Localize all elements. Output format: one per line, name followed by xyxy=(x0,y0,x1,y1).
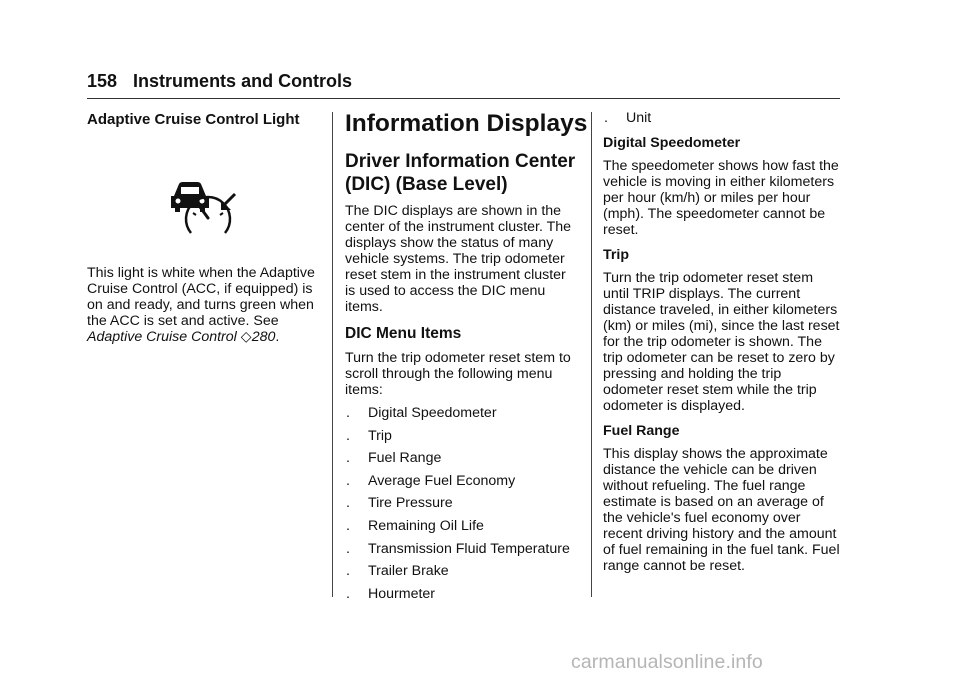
acc-icon-wrap xyxy=(87,130,323,238)
bullet: . xyxy=(346,563,350,580)
header-divider xyxy=(87,98,840,99)
list-item-text: Transmission Fluid Temperature xyxy=(368,540,570,557)
dic-menu-heading: DIC Menu Items xyxy=(345,325,462,342)
xref-link[interactable] xyxy=(87,329,275,345)
fuel-range-heading: Fuel Range xyxy=(603,423,680,439)
list-item-text: Unit xyxy=(626,110,652,126)
dic-base-heading: Driver Information Center (DIC) (Base Level) xyxy=(345,151,576,195)
middle-column xyxy=(345,110,588,608)
fuel-range-text: This display shows the approximate distance the vehicle can be driven without refueling. The fuel range estimate is based on an average of the vehicle's fuel economy over recent driving history and the amount of fuel remaining in the fuel tank. Fuel range cannot be reset. xyxy=(603,446,840,574)
list-item-text: Fuel Range xyxy=(368,450,442,467)
dic-menu-list-continued xyxy=(603,110,840,126)
bullet: . xyxy=(346,495,350,512)
list-item xyxy=(603,110,840,126)
adaptive-cruise-control-icon xyxy=(87,130,323,238)
bullet: . xyxy=(346,427,350,444)
acc-light-heading: Adaptive Cruise Control Light xyxy=(87,111,300,128)
list-item xyxy=(345,495,579,511)
list-item-text: Tire Pressure xyxy=(368,495,453,512)
column-divider-right xyxy=(591,112,592,597)
list-item xyxy=(345,563,579,579)
list-item-text: Remaining Oil Life xyxy=(368,517,484,534)
list-item xyxy=(345,473,579,489)
bullet: . xyxy=(346,450,350,467)
list-item-text: Hourmeter xyxy=(368,585,436,602)
list-item xyxy=(345,541,579,557)
watermark: carmanualsonline.info xyxy=(571,651,763,673)
xref-arrow-icon: ◇ xyxy=(240,329,252,345)
xref-end: . xyxy=(275,329,280,345)
acc-light-body xyxy=(87,265,323,345)
trip-text: Turn the trip odometer reset stem until TRIP displays. The current distance traveled, in either kilometers (km) or miles (mi), since the last reset for the trip odometer is shown. The trip odometer can be reset to zero by pressing and holding the trip odometer reset stem while the trip odometer is displayed. xyxy=(603,270,840,414)
column-divider-left xyxy=(332,112,333,597)
dic-menu-list xyxy=(345,405,579,602)
page-number: 158 xyxy=(87,71,118,91)
list-item xyxy=(345,428,579,444)
bullet: . xyxy=(346,405,350,421)
bullet: . xyxy=(346,472,350,489)
bullet: . xyxy=(346,585,350,602)
list-item-text: Digital Speedometer xyxy=(368,405,497,421)
dic-intro: The DIC displays are shown in the center of the instrument cluster. The displays show the status of many vehicle systems. The trip odometer reset stem in the instrument cluster is used to access the DIC menu items. xyxy=(345,203,572,315)
list-item xyxy=(345,450,579,466)
list-item-text: Trailer Brake xyxy=(368,563,449,580)
acc-body-text: This light is white when the Adaptive Cruise Control (ACC, if equipped) is on and ready, and turns green when the ACC is set and active. See xyxy=(87,265,315,329)
xref-page[interactable]: 280 xyxy=(251,329,276,345)
page-header xyxy=(87,70,840,92)
trip-heading: Trip xyxy=(603,247,630,263)
digital-speedometer-text: The speedometer shows how fast the vehicle is moving in either kilometers per hour (km/h) or miles per hour (mph). The speedometer cannot be reset. xyxy=(603,158,839,238)
digital-speedometer-heading: Digital Speedometer xyxy=(603,135,741,151)
section-title: Instruments and Controls xyxy=(133,71,353,91)
dic-menu-intro: Turn the trip odometer reset stem to scroll through the following menu items: xyxy=(345,350,571,398)
bullet: . xyxy=(604,110,608,126)
header-title xyxy=(87,70,840,92)
list-item xyxy=(345,405,579,421)
list-item xyxy=(345,518,579,534)
xref-title[interactable]: Adaptive Cruise Control xyxy=(87,329,237,345)
list-item xyxy=(345,586,579,602)
right-column xyxy=(603,110,840,580)
list-item-text: Average Fuel Economy xyxy=(368,472,516,489)
bullet: . xyxy=(346,540,350,557)
list-item-text: Trip xyxy=(368,427,392,444)
information-displays-heading: Information Displays xyxy=(345,110,588,137)
left-column xyxy=(87,110,323,351)
bullet: . xyxy=(346,517,350,534)
